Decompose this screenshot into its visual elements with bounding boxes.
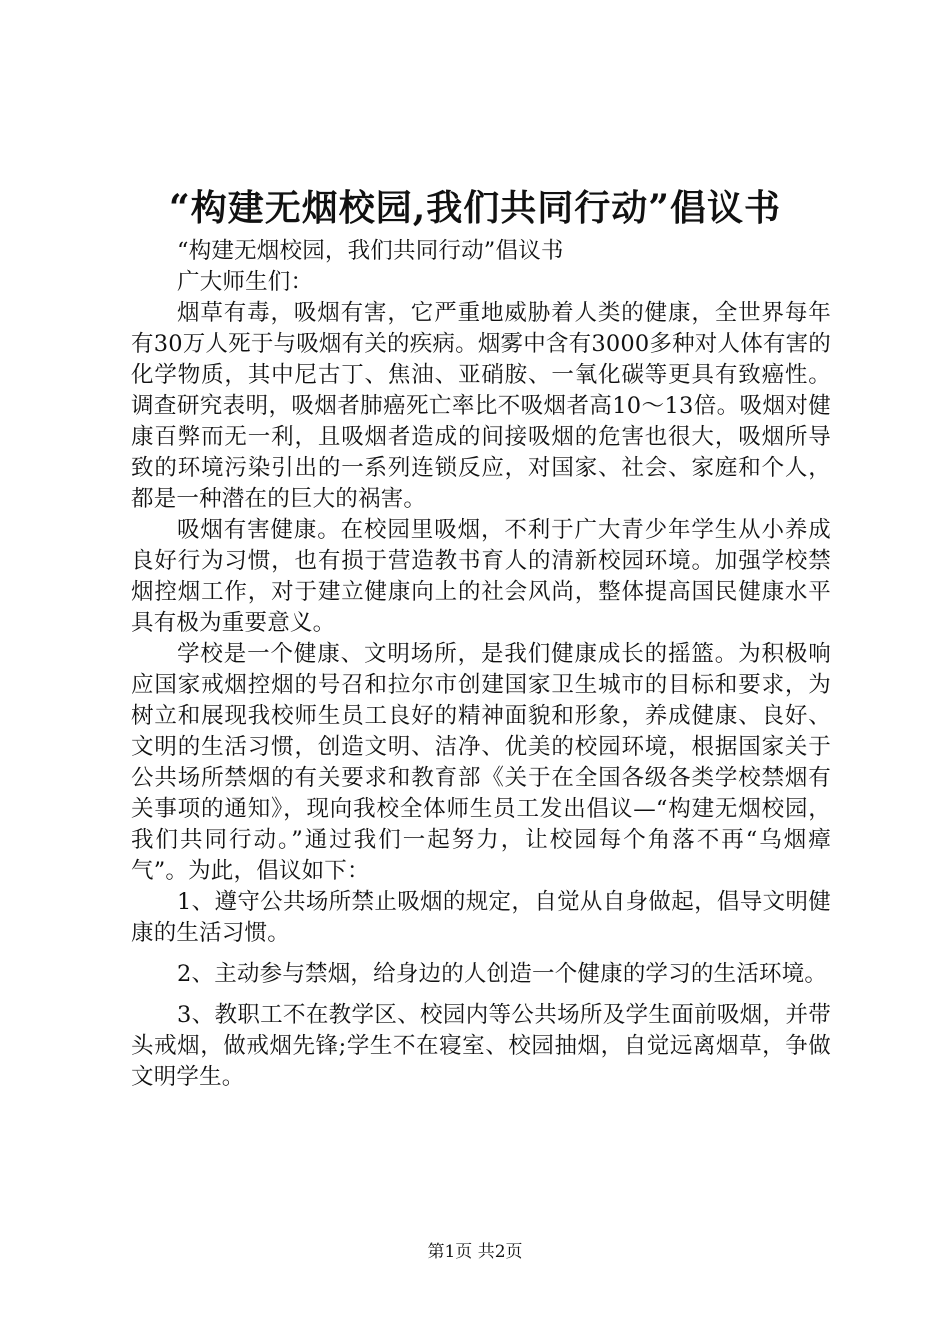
proposal-item: 2、主动参与禁烟，给身边的人创造一个健康的学习的生活环境。 xyxy=(177,961,828,987)
paragraph-2: 吸烟有害健康。在校园里吸烟，不利于广大青少年学生从小养成良好行为习惯，也有损于营造教书育人的清新校园环境。加强学校禁烟控烟工作，对于建立健康向上的社会风尚，整体提高国民健康水平具有极为重要意义。 xyxy=(131,517,831,636)
page-indicator: 第1页 共2页 xyxy=(427,1242,523,1262)
proposal-list xyxy=(131,887,831,1093)
salutation: 广大师生们： xyxy=(177,269,314,295)
document-title: “构建无烟校园,我们共同行动”倡议书 xyxy=(169,187,781,229)
document-subtitle: “构建无烟校园，我们共同行动”倡议书 xyxy=(177,238,564,264)
proposal-item: 3、教职工不在教学区、校园内等公共场所及学生面前吸烟，并带头戒烟，做戒烟先锋;学生不在寝室、校园抽烟，自觉远离烟草，争做文明学生。 xyxy=(131,1002,831,1090)
document-body xyxy=(131,236,831,1093)
paragraph-1: 烟草有毒，吸烟有害，它严重地威胁着人类的健康，全世界每年有30万人死于与吸烟有关的疾病。烟雾中含有3000多种对人体有害的化学物质，其中尼古丁、焦油、亚硝胺、一氧化碳等更具有致癌性。调查研究表明，吸烟者肺癌死亡率比不吸烟者高10～13倍。吸烟对健康百弊而无一利，且吸烟者造成的间接吸烟的危害也很大，吸烟所导致的环境污染引出的一系列连锁反应，对国家、社会、家庭和个人，都是一种潜在的巨大的祸害。 xyxy=(131,300,831,512)
proposal-item: 1、遵守公共场所禁止吸烟的规定，自觉从自身做起，倡导文明健康的生活习惯。 xyxy=(131,889,831,946)
paragraph-3: 学校是一个健康、文明场所，是我们健康成长的摇篮。为积极响应国家戒烟控烟的号召和拉尔市创建国家卫生城市的目标和要求，为树立和展现我校师生员工良好的精神面貌和形象，养成健康、良好、文明的生活习惯，创造文明、洁净、优美的校园环境，根据国家关于公共场所禁烟的有关要求和教育部《关于在全国各级各类学校禁烟有关事项的通知》，现向我校全体师生员工发出倡议—“构建无烟校园，我们共同行动。”通过我们一起努力，让校园每个角落不再“乌烟瘴气”。为此，倡议如下： xyxy=(131,641,831,884)
